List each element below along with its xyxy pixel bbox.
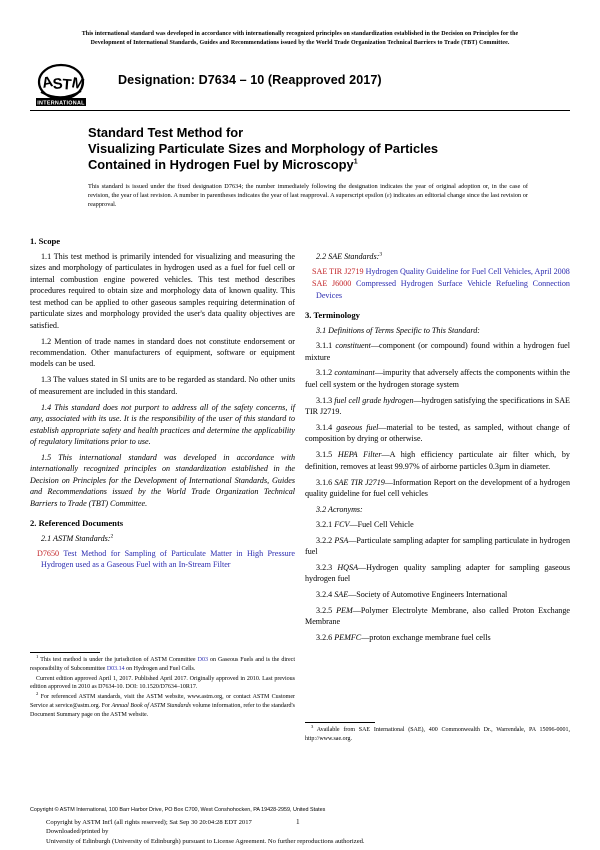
epsilon-symbol: ε: [387, 192, 390, 199]
tbt-header-note: [30, 30, 570, 48]
footnotes-right: [305, 726, 570, 745]
acronym-3-2-4: 3.2.4 SAE—Society of Automotive Engineers International: [316, 590, 508, 600]
astm-logo-icon: [30, 62, 92, 108]
license-line-1: Copyright by ASTM Int'l (all rights reserved); Sat Sep 30 20:04:28 EDT 2017: [46, 819, 252, 826]
designation-text: Designation: D7634 – 10 (Reapproved 2017): [118, 73, 382, 87]
section-heading-referenced-documents: 2. Referenced Documents: [30, 518, 124, 529]
svg-text:S: S: [52, 75, 64, 93]
subheading-sae-standards: 2.2 SAE Standards:$^3$: [316, 251, 383, 262]
footnote-divider-left: [30, 652, 100, 653]
subheading-acronyms: 3.2 Acronyms:: [316, 504, 363, 514]
definition-3-1-2: 3.1.2 contaminant—impurity that adversely affects the components within the fuel cell system or the hydrogen storage system: [305, 368, 570, 389]
paragraph-1-2: 1.2 Mention of trade names in standard does not constitute endorsement or recommendation. Other manufacturers of equipment, software or equipment models can be used.: [30, 336, 295, 369]
footnote-1-edition: Current edition approved April 1, 2017. Published April 2017. Originally approved in 2010. Last previous edition approved in 2010 as D7634-10. DOI: 10.1520/D7634–10R17.: [30, 675, 295, 691]
svg-text:M: M: [70, 74, 86, 94]
fixed-note-before: This standard is issued under the fixed designation D7634; the number immediately following the designation indicates the year of original adoption or, in the case of revision, the year of last revision. A number in parentheses indicates the year of last reapproval. A superscript epsilon (: [88, 183, 528, 199]
section-heading-terminology: 3. Terminology: [305, 310, 360, 321]
footnote-2: $^2$ For referenced ASTM standards, visit the ASTM website, www.astm.org, or contact ASTM Customer Service at service@astm.org. For Annual Book of ASTM Standards volume information, refer to the standard's Document Summary page on the ASTM website.: [30, 691, 295, 718]
paragraph-1-5: 1.5 This international standard was developed in accordance with internationally recognized principles on standardization established in the Decision on Principles for the Development of International Standards, Guides and Recommendations issued by the World Trade Organization Technical Barriers to Trade (TBT) Committee.: [30, 452, 295, 508]
subcommittee-link-d0314[interactable]: D03.14: [106, 665, 125, 672]
reference-astm-d7650-continuation: [305, 236, 570, 247]
left-column: [30, 236, 295, 575]
license-line-3: University of Edinburgh (University of Edinburgh) pursuant to License Agreement. No further reproductions authorized.: [46, 837, 365, 845]
paragraph-1-1: 1.1 This test method is primarily intended for visualizing and measuring the sizes and morphology of particulates in hydrogen used as a fuel for fuel cell or internal combustion engine powered vehicles. This test method describes procedures required to obtain size and morphology data of known quality. This test method can be applied to other gaseous samples requiring determination of particulate sizes and morphology provided the user's data quality objectives are satisfied.: [30, 252, 295, 330]
acronym-3-2-6: 3.2.6 PEMFC—proton exchange membrane fuel cells: [316, 633, 491, 643]
footnote-3: $^3$ Available from SAE International (SAE), 400 Commonwealth Dr., Warrendale, PA 15096-0001, http://www.sae.org.: [305, 724, 570, 742]
reference-sae-j6000[interactable]: [305, 278, 570, 301]
right-column: [305, 236, 570, 648]
reference-title[interactable]: Test Method for Sampling of Particulate Matter in High Pressure Hydrogen used as a Gaseous Fuel with an In-Stream Filter: [41, 548, 295, 570]
title-line-3: Contained in Hydrogen Fuel by Microscopy$^1$: [88, 157, 358, 172]
reference-sae-tir-j2719[interactable]: [305, 266, 570, 277]
acronym-3-2-2: 3.2.2 PSA—Particulate sampling adapter for sampling particulate in hydrogen fuel: [305, 535, 570, 557]
footnote-divider-right: [305, 722, 375, 723]
title-line-2: Visualizing Particulate Sizes and Morphology of Particles: [88, 141, 439, 156]
fixed-note-after: ) indicates an editorial change since the last revision or reapproval.: [88, 192, 528, 208]
definition-3-1-3: 3.1.3 fuel cell grade hydrogen—hydrogen satisfying the specifications in SAE TIR J2719.: [305, 395, 571, 417]
subheading-astm-standards: 2.1 ASTM Standards:$^2$: [41, 533, 114, 544]
section-heading-scope: 1. Scope: [30, 236, 61, 246]
svg-text:A: A: [40, 73, 55, 92]
reference-astm-d7650[interactable]: [30, 548, 295, 571]
footnotes-left: [30, 656, 295, 721]
definition-3-1-6: 3.1.6 SAE TIR J2719—Information Report on the development of a hydrogen quality guideline for fuel cell vehicles: [305, 477, 570, 499]
definition-3-1-4: 3.1.4 gaseous fuel—material to be tested, as sampled, without change of composition by drying or otherwise.: [305, 422, 570, 444]
svg-text:INTERNATIONAL: INTERNATIONAL: [37, 100, 85, 107]
license-line-2: Downloaded/printed by: [46, 828, 109, 836]
reference-id[interactable]: SAE TIR J2719: [312, 267, 364, 277]
reference-id[interactable]: SAE J6000: [312, 279, 352, 289]
committee-link-d03[interactable]: D03: [197, 657, 208, 663]
designation-band: [30, 62, 570, 108]
page-number: 1: [296, 818, 300, 826]
reference-title[interactable]: Hydrogen Quality Guideline for Fuel Cell Vehicles, April 2008: [365, 267, 570, 277]
reference-title-continued[interactable]: [305, 237, 307, 246]
reference-title[interactable]: Compressed Hydrogen Surface Vehicle Refueling Connection Devices: [316, 279, 570, 300]
paragraph-1-3: 1.3 The values stated in SI units are to be regarded as standard. No other units of measurement are included in this standard.: [30, 375, 295, 396]
copyright-notice: Copyright © ASTM International, 100 Barr Harbor Drive, PO Box C700, West Conshohocken, PA 19428-2959, United States: [30, 807, 326, 813]
paragraph-1-4: 1.4 This standard does not purport to address all of the safety concerns, if any, associated with its use. It is the responsibility of the user of this standard to establish appropriate safety and health practices and determine the applicability of regulatory limitations prior to use.: [30, 402, 295, 446]
acronym-3-2-3: 3.2.3 HQSA—Hydrogen quality sampling adapter for sampling gaseous hydrogen fuel: [305, 562, 570, 584]
title-footnote-marker: 1: [353, 158, 358, 166]
svg-text:T: T: [61, 76, 73, 94]
tbt-note-line1: This international standard was developed in accordance with internationally recognized principles on standardization established in the Decision on Principles for the: [81, 31, 519, 37]
acronym-3-2-1: 3.2.1 FCV—Fuel Cell Vehicle: [316, 519, 414, 529]
fixed-designation-note: [88, 182, 528, 209]
subheading-definitions: 3.1 Definitions of Terms Specific to This Standard:: [316, 326, 480, 336]
tbt-note-line2: Development of International Standards, Guides and Recommendations issued by the World Trade Organization Technical Barriers to Trade (TBT) Committee.: [90, 40, 510, 47]
definition-3-1-1: 3.1.1 constituent—component (or compound) found within a hydrogen fuel mixture: [305, 341, 570, 362]
header-divider: [30, 110, 570, 111]
definition-3-1-5: 3.1.5 HEPA Filter—A high efficiency particulate air filter which, by definition, removes at least 99.97% of airborne particles 0.3µm in diameter.: [305, 450, 570, 471]
title-line-1: Standard Test Method for: [88, 125, 244, 140]
page-title: [88, 125, 528, 173]
acronym-3-2-5: 3.2.5 PEM—Polymer Electrolyte Membrane, also called Proton Exchange Membrane: [305, 606, 570, 627]
footnote-1: $^1$ This test method is under the jurisdiction of ASTM Committee D03 on Gaseous Fuels and is the direct responsibility of Subcommittee D03.14 on Hydrogen and Fuel Cells.: [30, 654, 295, 672]
reference-id[interactable]: D7650: [37, 548, 60, 558]
